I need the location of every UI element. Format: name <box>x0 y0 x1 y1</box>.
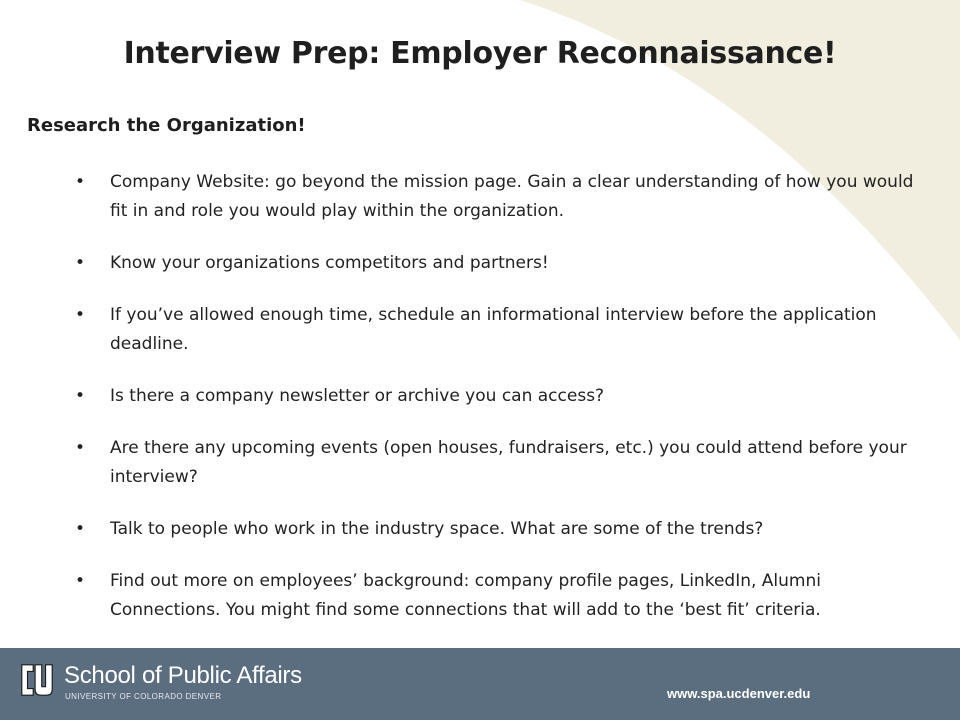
bullet-text: Company Website: go beyond the mission page. Gain a clear understanding of how you would fit in and role you would play within the organization. <box>110 172 914 221</box>
bullet-item <box>75 382 935 411</box>
bullet-text: Find out more on employees’ background: company profile pages, LinkedIn, Alumni Connections. You might find some connections that will add to the ‘best fit’ criteria. <box>110 571 821 620</box>
bullet-item <box>75 301 935 359</box>
bullet-item <box>75 249 935 278</box>
cu-logo-icon <box>18 661 56 699</box>
university-name: UNIVERSITY OF COLORADO DENVER <box>65 692 222 701</box>
bullet-text: Is there a company newsletter or archive you can access? <box>110 386 605 406</box>
bullet-glyph: • <box>75 571 86 591</box>
school-name: School of Public Affairs <box>64 662 302 689</box>
footer-bar <box>0 648 960 720</box>
slide-subtitle: Research the Organization! <box>27 115 306 136</box>
website-link[interactable]: www.spa.ucdenver.edu <box>667 686 811 701</box>
bullet-text: Are there any upcoming events (open houses, fundraisers, etc.) you could attend before your interview? <box>110 438 907 487</box>
bullet-item <box>75 168 935 226</box>
bullet-item <box>75 515 935 544</box>
bullet-glyph: • <box>75 438 86 458</box>
bullet-glyph: • <box>75 172 86 192</box>
bullet-text: If you’ve allowed enough time, schedule an informational interview before the application deadline. <box>110 305 877 354</box>
bullet-text: Talk to people who work in the industry space. What are some of the trends? <box>110 519 764 539</box>
bullet-item <box>75 567 935 625</box>
slide-title: Interview Prep: Employer Reconnaissance! <box>123 36 837 71</box>
bullet-list <box>75 168 935 625</box>
bullet-item <box>75 434 935 492</box>
bullet-glyph: • <box>75 519 86 539</box>
bullet-glyph: • <box>75 305 86 325</box>
bullet-glyph: • <box>75 253 86 273</box>
bullet-text: Know your organizations competitors and partners! <box>110 253 549 273</box>
bullet-glyph: • <box>75 386 86 406</box>
